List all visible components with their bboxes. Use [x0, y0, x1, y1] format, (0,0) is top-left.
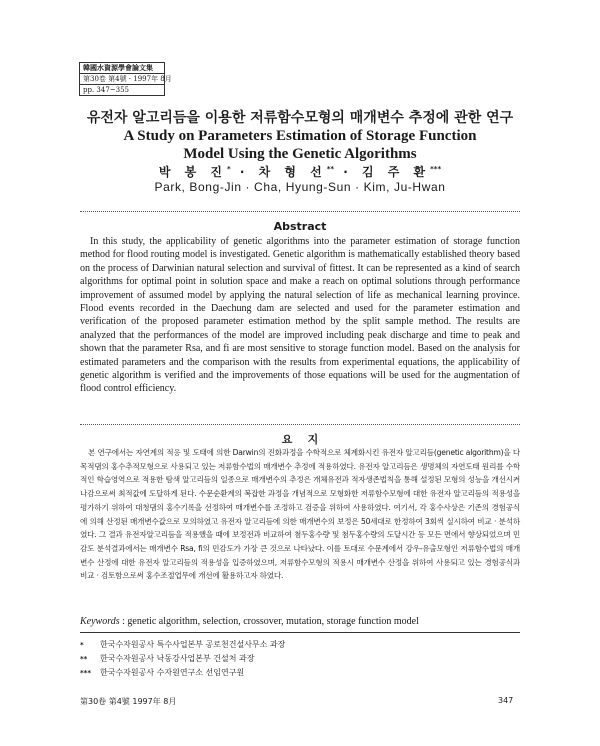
journal-pages: pp. 347~355: [83, 86, 129, 94]
title-english-line-2: Model Using the Genetic Algorithms: [183, 146, 417, 162]
yoji-top-rule: [80, 424, 520, 425]
footnote-text: 한국수자원공사 수자원연구소 선임연구원: [100, 668, 245, 677]
footnote-item: [80, 667, 285, 681]
page-footer-issue: 第30卷 第4號 1997年 8月: [80, 697, 177, 706]
footnote-text: 한국수자원공사 낙동강사업본부 건설처 과장: [100, 654, 255, 663]
abstract-top-rule: [80, 211, 520, 212]
footnote-item: [80, 653, 285, 667]
journal-volume: 第30卷 第4號 · 1997年 8月: [80, 74, 164, 85]
yoji-heading: 요 지: [281, 433, 319, 446]
keywords-text: : genetic algorithm, selection, crossover, mutation, storage function model: [122, 616, 419, 627]
author-3-mark: ***: [430, 165, 442, 173]
footnote-mark: **: [80, 655, 88, 663]
journal-name: 韓國水資源學會論文集: [80, 63, 164, 74]
footnote-item: [80, 639, 285, 653]
keywords-line: [80, 616, 520, 627]
author-1-mark: *: [227, 165, 231, 173]
footnote-mark: *: [80, 641, 84, 649]
authors-korean: 박 봉 진* · 차 형 선** · 김 주 환***: [158, 165, 442, 179]
yoji-body: 본 연구에서는 자연계의 적응 및 도태에 의한 Darwin의 진화과정을 수학적으로 체계화시킨 유전자 알고리듬(genetic algorithm)을 다목적댐의 홍수추적모형으로 사용되고 있는 저류함수법의 매개변수 추정에 적용하였다. 유전자 알고리듬은 생명체의 자연도태 원리를 수학적인 학습영역으로 적용한 탐색 알고리듬의 일종으로 매개변수의 추정은 개체유전과 적자생존법칙을 통해 설정된 모형의 성능을 개선시켜 나감으로써 최적값에 도달하게 된다. 수문순환계의 복잡한 과정을 개념적으로 모형화한 저류함수모형에 대한 유전자 알고리듬의 적용성을 평가하기 위하여 대청댐의 홍수기록을 선정하여 매개변수를 조정하고 검증을 위하여 사용하였다. 여기서, 각 홍수사상은 기존의 경험공식에 의해 산정된 매개변수값으로 모의하였고 유전자 알고리듬에 의한 매개변수의 보정은 50세대로 한정하여 3회씩 실시하여 비교 · 분석하였다. 그 결과 유전자알고리듬을 적용했을 때에 보정전과 비교하여 첨두홍수량 및 첨두홍수량의 도달시간 등 모든 면에서 향상되었으며 민감도 분석결과에서는 매개변수 Rsa, fi의 민감도가 가장 큰 것으로 나타났다. 이를 토대로 수문계에서 강우-유출모형인 저류함수법의 매개변수 산정에 대한 유전자 알고리듬의 적용성을 입증하였으며, 저류함수모형의 적용시 매개변수 산정을 위하여 사용되고 있는 경험공식과 비교 · 검토함으로써 홍수조절업무에 개선에 활용하고자 하였다.: [80, 448, 520, 581]
footnote-mark: ***: [80, 669, 91, 677]
page-number: 347: [498, 696, 514, 705]
footnote-text: 한국수자원공사 특수사업본부 공로천건설사무소 과장: [100, 640, 286, 649]
author-1-name: 박 봉 진: [158, 165, 228, 179]
title-korean: 유전자 알고리듬을 이용한 저류함수모형의 매개변수 추정에 관한 연구: [86, 110, 514, 126]
footnotes: [80, 639, 285, 681]
abstract-body: In this study, the applicability of genetic algorithms into the parameter estimation of storage function method for flood routing model is investigated. Genetic algorithm is mathematically established theory based on the process of Darwinian natural selection and survival of fittest. It can be represented as a kind of search algorithms for optimal point in solution space and make a reach on optimal solutions through performance improvement of assumed model by applying the natural selection of life as mechanical learning province. Flood events recorded in the Daechung dam are selected and used for the parameter estimation and verification of the proposed parameter estimation method by the split sample method. The results are analyzed that the performances of the model are improved including peak discharge and time to peak and shown that the parameter Rsa, and fi are most sensitive to storage function model. Based on the analysis for estimated parameters and the comparison with the results from experimental equations, the applicability of genetic algorithm is verified and the improvements of those equations will be used for the augmentation of flood control efficiency.: [80, 236, 520, 395]
author-2-name: 차 형 선: [258, 165, 327, 179]
journal-info-box: [79, 62, 172, 96]
author-2-mark: **: [326, 165, 335, 173]
footnote-rule: [80, 632, 520, 633]
abstract-heading: Abstract: [273, 220, 327, 233]
author-3-name: 김 주 환: [362, 165, 431, 179]
authors-english: Park, Bong-Jin · Cha, Hyung-Sun · Kim, Ju-Hwan: [154, 180, 446, 194]
title-english-line-1: A Study on Parameters Estimation of Storage Function: [123, 128, 477, 144]
keywords-label: Keywords: [80, 616, 120, 627]
